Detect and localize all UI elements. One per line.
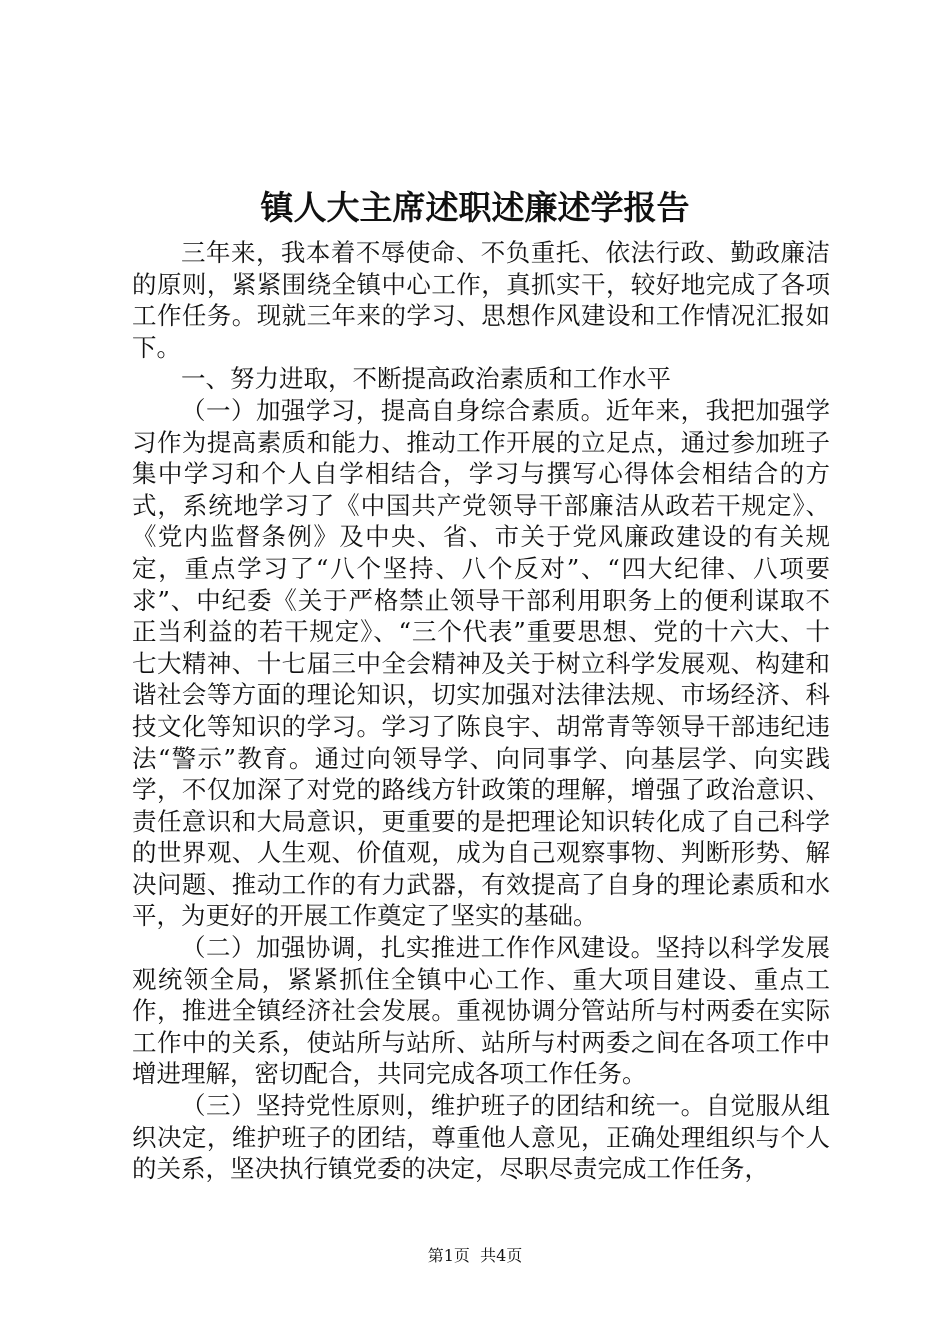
document-body	[132, 237, 830, 1185]
page-number-label: 第1页 共4页	[427, 1246, 523, 1265]
paragraph-coordination: （二）加强协调，扎实推进工作作风建设。坚持以科学发展观统领全局，紧紧抓住全镇中心工作、重大项目建设、重点工作，推进全镇经济社会发展。重视协调分管站所与村两委在实际工作中的关系，使站所与站所、站所与村两委之间在各项工作中增进理解，密切配合，共同完成各项工作任务。	[132, 933, 830, 1089]
document-title: 镇人大主席述职述廉述学报告	[260, 188, 690, 227]
paragraph-unity: （三）坚持党性原则，维护班子的团结和统一。自觉服从组织决定，维护班子的团结，尊重他人意见，正确处理组织与个人的关系，坚决执行镇党委的决定，尽职尽责完成工作任务，	[132, 1091, 830, 1184]
paragraph-intro: 三年来，我本着不辱使命、不负重托、依法行政、勤政廉洁的原则，紧紧围绕全镇中心工作，真抓实干，较好地完成了各项工作任务。现就三年来的学习、思想作风建设和工作情况汇报如下。	[132, 238, 830, 362]
section-heading: 一、努力进取，不断提高政治素质和工作水平	[181, 364, 671, 394]
paragraph-study: （一）加强学习，提高自身综合素质。近年来，我把加强学习作为提高素质和能力、推动工作开展的立足点，通过参加班子集中学习和个人自学相结合，学习与撰写心得体会相结合的方式，系统地学习了《中国共产党领导干部廉洁从政若干规定》、《党内监督条例》及中央、省、市关于党风廉政建设的有关规定，重点学习了“八个坚持、八个反对”、“四大纪律、八项要求”、中纪委《关于严格禁止领导干部利用职务上的便利谋取不正当利益的若干规定》、“三个代表”重要思想、党的十六大、十七大精神、十七届三中全会精神及关于树立科学发展观、构建和谐社会等方面的理论知识，切实加强对法律法规、市场经济、科技文化等知识的学习。学习了陈良宇、胡常青等领导干部违纪违法“警示”教育。通过向领导学、向同事学、向基层学、向实践学，不仅加深了对党的路线方针政策的理解，增强了政治意识、责任意识和大局意识，更重要的是把理论知识转化成了自己科学的世界观、人生观、价值观，成为自己观察事物、判断形势、解决问题、推动工作的有力武器，有效提高了自身的理论素质和水平，为更好的开展工作奠定了坚实的基础。	[132, 395, 830, 931]
page-footer	[0, 1244, 950, 1268]
